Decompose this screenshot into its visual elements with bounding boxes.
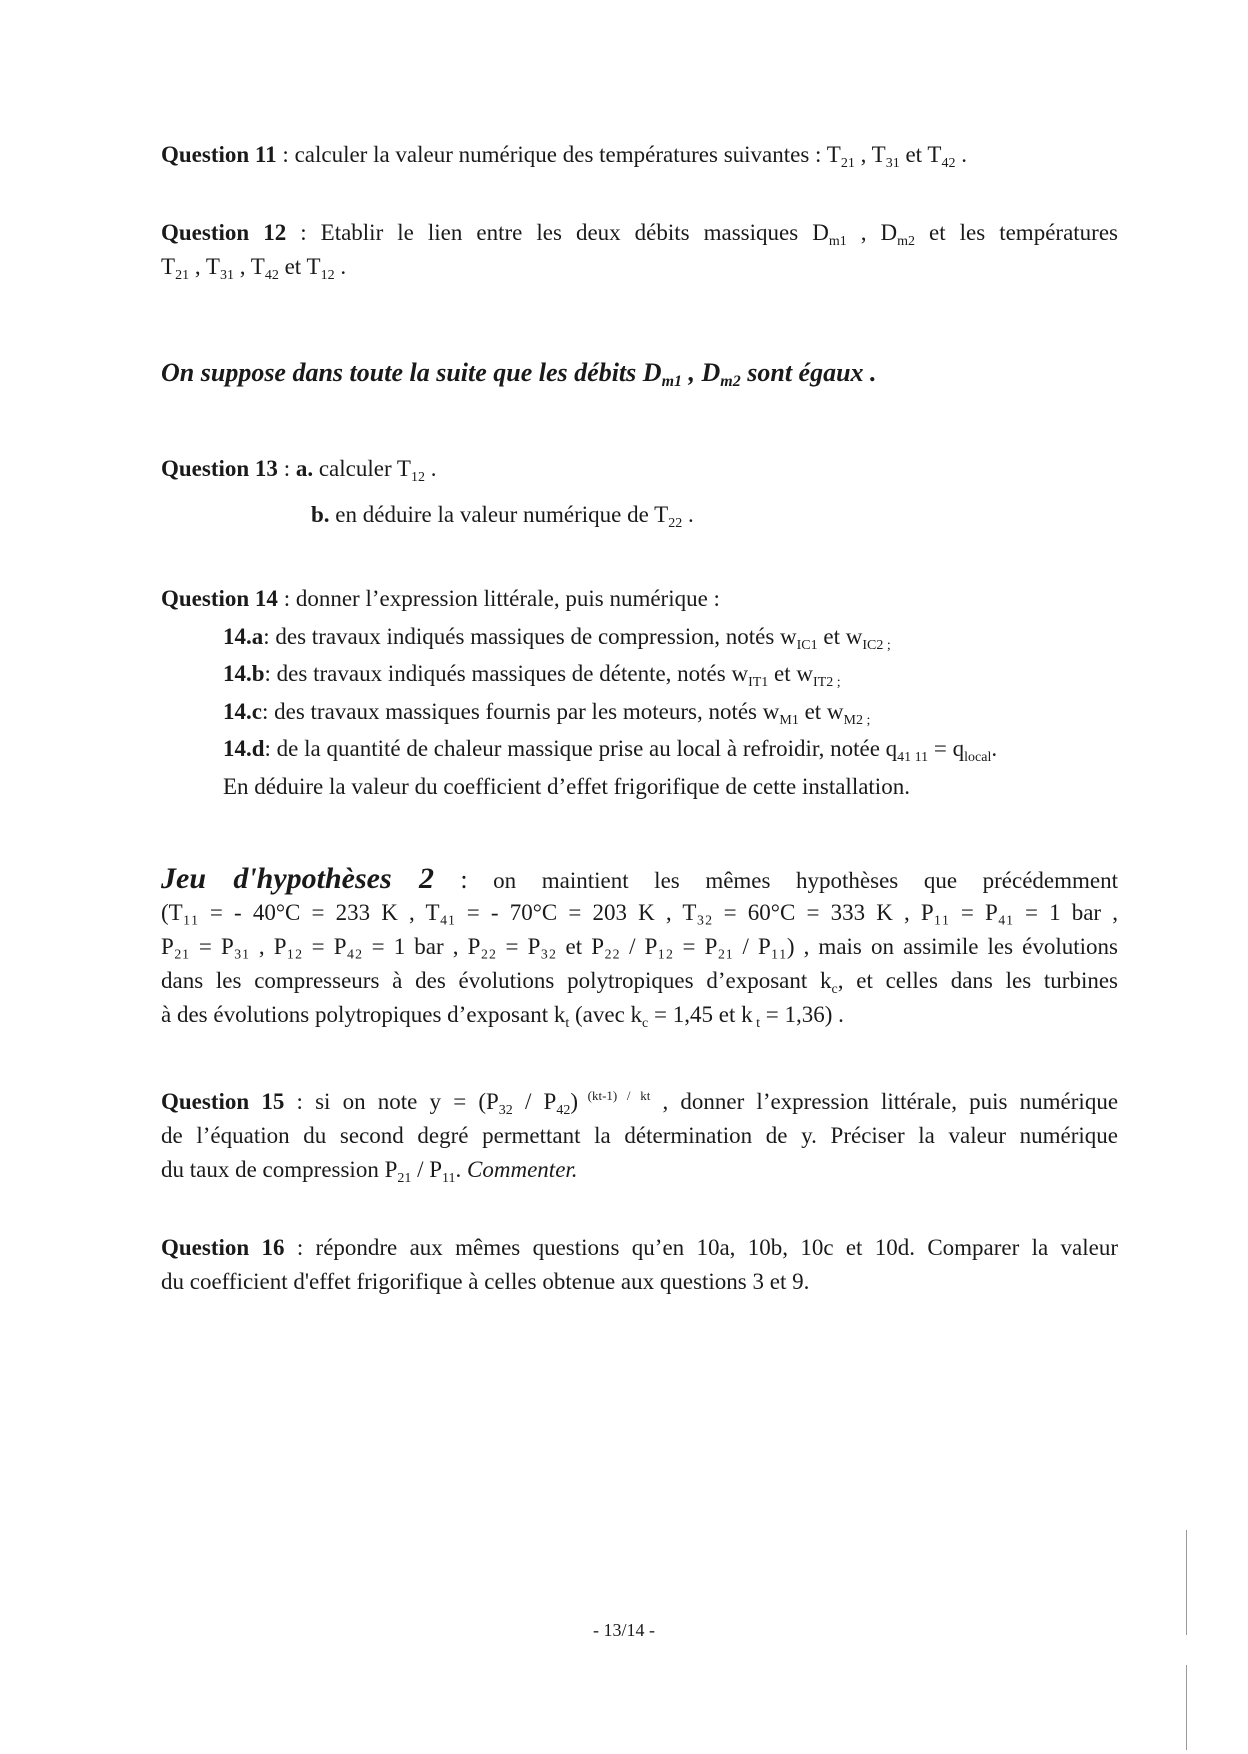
hyp2-text: = 1,36) . — [759, 1002, 844, 1027]
question-12 — [161, 216, 1118, 284]
hypotheses-2 — [161, 862, 1118, 1032]
q14-text: : des travaux indiqués massiques de détente, notés w — [264, 661, 749, 686]
q14-text: et w — [768, 661, 814, 686]
q16-text: répondre aux mêmes questions qu’en 10a, 10b, 10c et 10d. Comparer la valeur — [315, 1235, 1118, 1260]
hyp2-sub: c — [642, 1016, 649, 1031]
hyp2-line2: (T₁₁ = - 40°C = 233 K , T₄₁ = - 70°C = 203 K , T₃₂ = 60°C = 333 K , P₁₁ = P₄₁ = 1 bar , — [161, 900, 1118, 925]
q15-italic: Commenter. — [467, 1157, 578, 1182]
hyp2-title: Jeu d'hypothèses 2 — [161, 862, 434, 895]
q13-text: en déduire la valeur numérique de T — [329, 502, 669, 527]
q14-sub: local — [964, 750, 992, 765]
q14-a-label: 14.a — [223, 623, 264, 649]
q12-text: et T — [278, 254, 321, 279]
q12-sub: m2 — [897, 234, 915, 249]
question-14 — [161, 580, 1118, 805]
q15-text: . — [455, 1157, 468, 1182]
q13-label: Question 13 — [161, 456, 278, 481]
q14-text: : de la quantité de chaleur massique prise au local à refroidir, notée q — [264, 736, 898, 761]
q15-text: , donner l’expression littérale, puis numérique — [650, 1089, 1118, 1114]
q14-item-b — [161, 655, 1118, 693]
hyp2-sub: c — [831, 982, 838, 997]
q15-text: si on note y = (P — [315, 1089, 499, 1114]
hyp2-line5 — [161, 998, 1118, 1032]
q15-text: du taux de compression P — [161, 1157, 398, 1182]
q11-sub: 42 — [941, 156, 956, 171]
hyp2-line4 — [161, 964, 1118, 998]
q14-text: = q — [928, 736, 965, 761]
q12-sub: m1 — [828, 234, 847, 249]
q13-a-label: a. — [295, 456, 314, 481]
q15-label: Question 15 — [161, 1089, 285, 1114]
q15-sub: 21 — [397, 1171, 412, 1186]
q12-text: et les températures — [915, 220, 1118, 245]
q15-sub: 32 — [498, 1103, 513, 1118]
q11-text: . — [955, 142, 967, 167]
question-15 — [161, 1085, 1118, 1187]
q12-sep: : — [286, 220, 321, 245]
q14-item-a — [161, 618, 1118, 656]
q12-text: Etablir le lien entre les deux débits massiques D — [320, 220, 829, 245]
q14-conclusion: En déduire la valeur du coefficient d’effet frigorifique de cette installation. — [223, 773, 910, 799]
q16-line2: du coefficient d'effet frigorifique à celles obtenue aux questions 3 et 9. — [161, 1269, 810, 1294]
q11-sep: : — [276, 142, 295, 167]
note-text: , D — [682, 358, 721, 387]
q12-label: Question 12 — [161, 220, 287, 245]
q13-line-b — [161, 498, 1118, 532]
q14-sub: M2 ; — [843, 712, 871, 728]
q16-label: Question 16 — [161, 1235, 285, 1260]
q12-text: , T — [189, 254, 220, 279]
q11-sub: 21 — [840, 156, 855, 171]
q12-line1 — [161, 216, 1118, 250]
q12-text: T — [161, 254, 176, 279]
q14-sub: IT2 ; — [813, 675, 841, 690]
q14-d-label: 14.d — [223, 736, 265, 761]
q15-text: / P — [411, 1157, 443, 1182]
assumption-note — [161, 358, 877, 388]
question-16 — [161, 1231, 1118, 1299]
q14-intro — [161, 580, 1118, 618]
q13-text: calculer T — [313, 456, 411, 481]
q15-sub: 42 — [556, 1103, 571, 1118]
q14-c-label: 14.c — [223, 698, 262, 724]
q14-text: et w — [817, 623, 863, 649]
q15-line1 — [161, 1085, 1118, 1119]
q14-text: : des travaux massiques fournis par les moteurs, notés w — [261, 698, 780, 724]
hyp2-sub: t — [752, 1016, 760, 1031]
q16-sep: : — [284, 1235, 316, 1260]
scan-mark — [1186, 1530, 1187, 1635]
q16-line1 — [161, 1231, 1118, 1265]
q15-line3 — [161, 1153, 1118, 1187]
q12-text: , T — [233, 254, 265, 279]
question-11 — [161, 138, 1118, 172]
note-sub: m1 — [661, 373, 683, 390]
hyp2-text: dans les compresseurs à des évolutions polytropiques d’exposant k — [161, 968, 832, 993]
q11-text: et T — [899, 142, 942, 167]
hyp2-text: on maintient les mêmes hypothèses que précédemment — [493, 868, 1118, 893]
q13-sub: 22 — [668, 516, 683, 531]
q12-line2 — [161, 250, 1118, 284]
question-13 — [161, 452, 1118, 532]
q11-sub: 31 — [885, 156, 900, 171]
q12-sub: 42 — [264, 268, 279, 283]
q15-sep: : — [284, 1089, 316, 1114]
q15-text: / P — [512, 1089, 557, 1114]
q13-text: . — [682, 502, 694, 527]
q14-text: : des travaux indiqués massiques de compression, notés w — [263, 623, 797, 649]
hyp2-text: , et celles dans les turbines — [837, 968, 1118, 993]
q13-text: . — [425, 456, 437, 481]
q14-sub: M1 — [779, 712, 799, 728]
q13-sub: 12 — [411, 470, 425, 485]
q14-sub: 41 11 — [897, 750, 929, 765]
q14-item-d: 14.d: de la quantité de chaleur massique prise au local à refroidir, notée $q_{41 11} = q_{local}$. — [223, 736, 998, 765]
hyp2-line1 — [161, 862, 1118, 896]
q13-sep: : — [277, 456, 296, 481]
q14-sub: IT1 — [748, 675, 769, 690]
q13-b-label: b. — [311, 502, 330, 527]
q14-text: donner l’expression littérale, puis numérique : — [295, 586, 720, 611]
hyp2-line3: P₂₁ = P₃₁ , P₁₂ = P₄₂ = 1 bar , P₂₂ = P₃₂ et P₂₂ / P₁₂ = P₂₁ / P₁₁) , mais on assimile les évolutions — [161, 934, 1118, 959]
q11-label: Question 11 — [161, 142, 277, 167]
scan-mark — [1186, 1665, 1187, 1750]
q12-sub: 31 — [219, 268, 234, 283]
q14-label: Question 14 — [161, 586, 278, 611]
q15-text: ) — [570, 1089, 578, 1114]
q13-line-a — [161, 452, 1118, 486]
q11-text: calculer la valeur numérique des températures suivantes : T — [294, 142, 841, 167]
q14-b-label: 14.b — [223, 661, 265, 686]
hyp2-colon: : — [434, 865, 468, 894]
q12-text: , D — [846, 220, 898, 245]
q14-sub: IC1 — [796, 637, 818, 653]
q14-sub: IC2 ; — [862, 637, 891, 653]
hyp2-text: à des évolutions polytropiques d’exposant k — [161, 1002, 566, 1027]
hyp2-sub: t — [565, 1016, 570, 1031]
q15-sup: (kt-1) / kt — [577, 1088, 651, 1103]
q14-text: et w — [798, 698, 844, 724]
q15-sub: 11 — [442, 1171, 456, 1186]
q14-sep: : — [277, 586, 296, 611]
q12-sub: 12 — [320, 268, 335, 283]
q12-sub: 21 — [175, 268, 190, 283]
q14-item-c — [161, 693, 1118, 731]
hyp2-text: (avec k — [569, 1002, 643, 1027]
page-number: - 13/14 - — [593, 1620, 655, 1640]
hyp2-text: = 1,45 et k — [648, 1002, 753, 1027]
note-text: On suppose dans toute la suite que les débits D — [161, 358, 662, 387]
q15-line2: de l’équation du second degré permettant la détermination de y. Préciser la valeur numérique — [161, 1123, 1118, 1148]
q11-text: , T — [854, 142, 886, 167]
q12-text: . — [334, 254, 347, 279]
note-sub: m2 — [720, 373, 741, 390]
note-text: sont égaux . — [740, 358, 877, 387]
